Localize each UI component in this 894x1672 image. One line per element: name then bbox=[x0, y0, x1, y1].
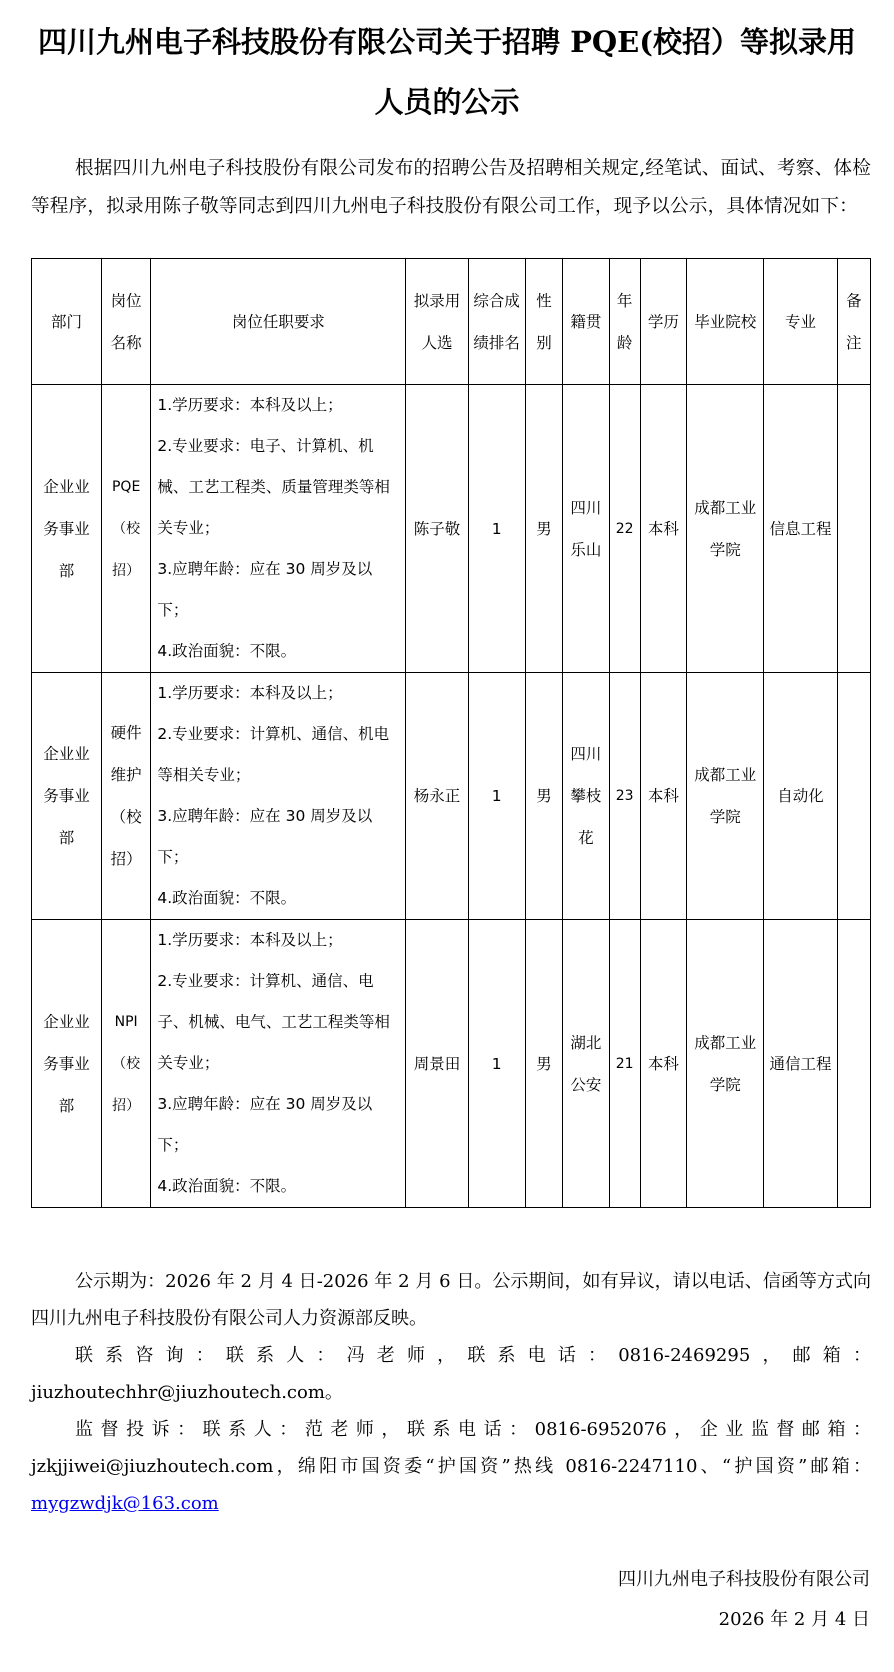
cell-gender: 男 bbox=[525, 920, 563, 1208]
cell-major: 自动化 bbox=[764, 673, 837, 920]
header-position: 岗位名称 bbox=[101, 259, 150, 385]
table-row bbox=[32, 673, 871, 920]
cell-remark bbox=[837, 385, 870, 673]
cell-age: 21 bbox=[609, 920, 640, 1208]
cell-requirements bbox=[151, 385, 406, 673]
candidate-table bbox=[31, 258, 871, 1208]
header-age: 年龄 bbox=[609, 259, 640, 385]
cell-requirements bbox=[151, 920, 406, 1208]
notice-complaint bbox=[31, 1411, 871, 1522]
req-line: 1.学历要求：本科及以上； bbox=[157, 931, 343, 949]
req-line: 3.应聘年龄：应在 30 周岁及以下； bbox=[157, 560, 373, 619]
notice-period: 公示期为：2026 年 2 月 4 日-2026 年 2 月 6 日。公示期间，如有异议，请以电话、信函等方式向四川九州电子科技股份有限公司人力资源部反映。 bbox=[31, 1271, 871, 1329]
cell-age: 23 bbox=[609, 673, 640, 920]
notice-contact: 联系咨询：联系人：冯老师，联系电话：0816-2469295，邮箱：jiuzhoutechhr@jiuzhoutech.com。 bbox=[31, 1345, 871, 1403]
req-line: 2.专业要求：计算机、通信、机电等相关专业； bbox=[157, 725, 390, 784]
cell-education: 本科 bbox=[640, 673, 686, 920]
cell-origin: 湖北公安 bbox=[563, 920, 609, 1208]
req-line: 2.专业要求：电子、计算机、机械、工艺工程类、质量管理类等相关专业； bbox=[157, 437, 390, 537]
cell-position: PQE（校招） bbox=[101, 385, 150, 673]
cell-position: 硬件维护（校招） bbox=[101, 673, 150, 920]
header-dept: 部门 bbox=[32, 259, 102, 385]
table-row bbox=[32, 920, 871, 1208]
cell-remark bbox=[837, 920, 870, 1208]
header-remark: 备注 bbox=[837, 259, 870, 385]
header-candidate: 拟录用人选 bbox=[406, 259, 468, 385]
header-origin: 籍贯 bbox=[563, 259, 609, 385]
cell-requirements bbox=[151, 673, 406, 920]
req-line: 1.学历要求：本科及以上； bbox=[157, 396, 343, 414]
signature-date: 2026 年 2 月 4 日 bbox=[718, 1609, 870, 1630]
cell-school: 成都工业学院 bbox=[687, 385, 764, 673]
cell-origin: 四川乐山 bbox=[563, 385, 609, 673]
req-line: 4.政治面貌：不限。 bbox=[157, 642, 297, 660]
req-line: 3.应聘年龄：应在 30 周岁及以下； bbox=[157, 1095, 373, 1154]
title-line-1: 四川九州电子科技股份有限公司关于招聘 PQE(校招）等拟录用 bbox=[38, 25, 856, 59]
cell-rank: 1 bbox=[468, 920, 525, 1208]
req-line: 2.专业要求：计算机、通信、电子、机械、电气、工艺工程类等相关专业； bbox=[157, 972, 390, 1072]
header-major: 专业 bbox=[764, 259, 837, 385]
cell-dept: 企业业务事业部 bbox=[32, 385, 102, 673]
cell-dept: 企业业务事业部 bbox=[32, 920, 102, 1208]
signature-company: 四川九州电子科技股份有限公司 bbox=[618, 1569, 870, 1590]
req-line: 4.政治面貌：不限。 bbox=[157, 889, 297, 907]
title-line-2: 人员的公示 bbox=[374, 85, 520, 119]
header-requirements: 岗位任职要求 bbox=[151, 259, 406, 385]
cell-remark bbox=[837, 673, 870, 920]
header-school: 毕业院校 bbox=[687, 259, 764, 385]
cell-gender: 男 bbox=[525, 385, 563, 673]
cell-gender: 男 bbox=[525, 673, 563, 920]
cell-school: 成都工业学院 bbox=[687, 920, 764, 1208]
cell-rank: 1 bbox=[468, 673, 525, 920]
header-rank: 综合成绩排名 bbox=[468, 259, 525, 385]
cell-position: NPI（校招） bbox=[101, 920, 150, 1208]
page-title bbox=[20, 12, 874, 132]
cell-rank: 1 bbox=[468, 385, 525, 673]
table-row bbox=[32, 385, 871, 673]
req-line: 4.政治面貌：不限。 bbox=[157, 1177, 297, 1195]
table-header-row bbox=[32, 259, 871, 385]
cell-origin: 四川攀枝花 bbox=[563, 673, 609, 920]
cell-major: 信息工程 bbox=[764, 385, 837, 673]
cell-major: 通信工程 bbox=[764, 920, 837, 1208]
notice-section bbox=[31, 1263, 871, 1522]
cell-age: 22 bbox=[609, 385, 640, 673]
cell-school: 成都工业学院 bbox=[687, 673, 764, 920]
cell-education: 本科 bbox=[640, 920, 686, 1208]
complaint-email-link[interactable]: mygzwdjk@163.com bbox=[31, 1493, 219, 1514]
cell-candidate: 杨永正 bbox=[406, 673, 468, 920]
cell-education: 本科 bbox=[640, 385, 686, 673]
signature-block bbox=[618, 1560, 870, 1640]
complaint-text: 监督投诉：联系人：范老师，联系电话：0816-6952076，企业监督邮箱：jzkjjiwei@jiuzhoutech.com，绵阳市国资委“护国资”热线 0816-2247110、“护国资”邮箱： bbox=[31, 1419, 871, 1477]
header-gender: 性别 bbox=[525, 259, 563, 385]
cell-candidate: 陈子敬 bbox=[406, 385, 468, 673]
header-education: 学历 bbox=[640, 259, 686, 385]
req-line: 1.学历要求：本科及以上； bbox=[157, 684, 343, 702]
req-line: 3.应聘年龄：应在 30 周岁及以下； bbox=[157, 807, 373, 866]
cell-candidate: 周景田 bbox=[406, 920, 468, 1208]
cell-dept: 企业业务事业部 bbox=[32, 673, 102, 920]
intro-paragraph: 根据四川九州电子科技股份有限公司发布的招聘公告及招聘相关规定,经笔试、面试、考察、体检等程序，拟录用陈子敬等同志到四川九州电子科技股份有限公司工作，现予以公示，具体情况如下： bbox=[31, 158, 871, 217]
